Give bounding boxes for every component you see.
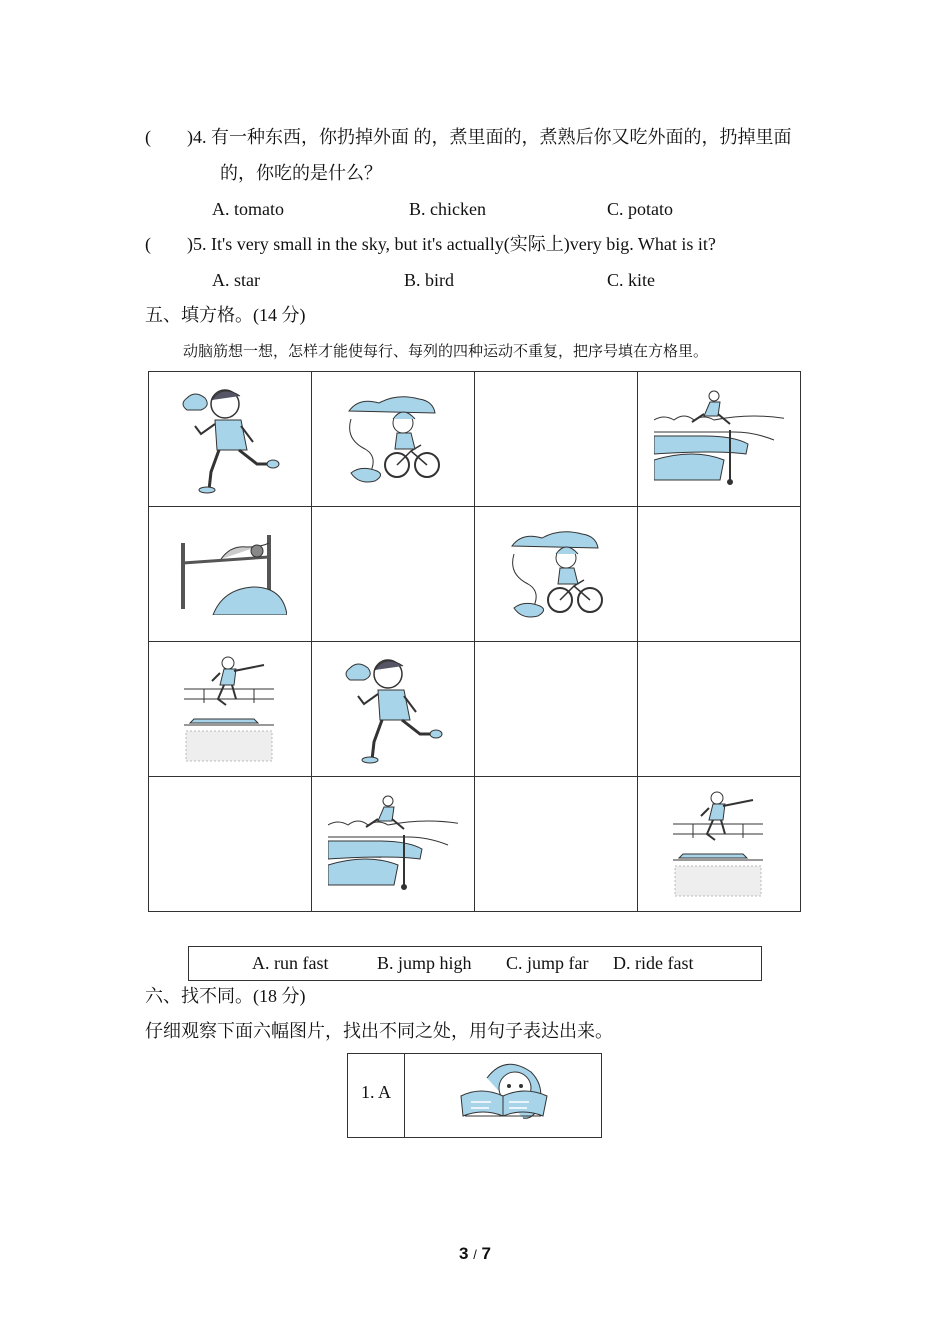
- running-boy-icon: [175, 382, 285, 497]
- hurdle-jump-icon: [328, 795, 458, 893]
- grid-cell-r3c2[interactable]: [312, 642, 475, 777]
- choices-box: [188, 946, 762, 981]
- q4-paren: (: [145, 127, 151, 147]
- q5-paren: (: [145, 234, 151, 254]
- grid-cell-r2c2[interactable]: [312, 507, 475, 642]
- q4-option-c: C. potato: [607, 199, 673, 219]
- q4-option-b: B. chicken: [409, 199, 486, 219]
- grid-cell-r1c3[interactable]: [475, 372, 638, 507]
- section5-instruction: 动脑筋想一想，怎样才能使每行、每列的四种运动不重复，把序号填在方格里。: [183, 344, 709, 360]
- q5-option-a: A. star: [212, 270, 260, 290]
- long-jump-icon: [184, 653, 276, 765]
- page-separator: /: [473, 1247, 477, 1262]
- q4-option-a: A. tomato: [212, 199, 284, 219]
- sports-grid: [148, 371, 801, 912]
- grid-cell-r2c3[interactable]: [475, 507, 638, 642]
- grid-cell-r4c2[interactable]: [312, 777, 475, 912]
- choice-a: A. run fast: [252, 953, 329, 973]
- grid-cell-r1c2[interactable]: [312, 372, 475, 507]
- section5-title: 五、填方格。(14 分): [145, 305, 306, 325]
- page-total: 7: [481, 1244, 492, 1263]
- find-difference-item-1: [347, 1053, 602, 1138]
- grid-cell-r2c4[interactable]: [638, 507, 801, 642]
- cycling-girl-icon: [508, 524, 604, 624]
- reading-girl-icon: [405, 1054, 603, 1137]
- reading-girl-picture: [405, 1054, 601, 1137]
- grid-cell-r2c1[interactable]: [149, 507, 312, 642]
- cycling-girl-icon: [345, 389, 441, 489]
- hurdle-jump-icon: [654, 390, 784, 488]
- grid-cell-r3c4[interactable]: [638, 642, 801, 777]
- page-number: [0, 1244, 950, 1264]
- grid-cell-r4c4[interactable]: [638, 777, 801, 912]
- page-current: 3: [458, 1244, 469, 1263]
- high-jump-icon: [173, 533, 287, 615]
- q4-stem-line2: 的，你吃的是什么？: [220, 163, 382, 183]
- grid-cell-r1c1[interactable]: [149, 372, 312, 507]
- q5-option-c: C. kite: [607, 270, 655, 290]
- q5-option-b: B. bird: [404, 270, 455, 290]
- grid-cell-r4c3[interactable]: [475, 777, 638, 912]
- grid-cell-r3c1[interactable]: [149, 642, 312, 777]
- grid-cell-r3c3[interactable]: [475, 642, 638, 777]
- section6-title: 六、找不同。(18 分): [145, 986, 306, 1006]
- choice-d: D. ride fast: [613, 953, 694, 973]
- choice-b: B. jump high: [377, 953, 472, 973]
- grid-cell-r4c1[interactable]: [149, 777, 312, 912]
- grid-cell-r1c4[interactable]: [638, 372, 801, 507]
- q4-stem-line1: )4. 有一种东西，你扔掉外面 的，煮里面的，煮熟后你又吃外面的，扔掉里面: [187, 127, 792, 147]
- long-jump-icon: [673, 788, 765, 900]
- q5-stem: )5. It's very small in the sky, but it's actually(实际上)very big. What is it?: [187, 234, 716, 254]
- item-label: 1. A: [348, 1054, 405, 1137]
- running-boy-icon: [338, 652, 448, 767]
- section6-instruction: 仔细观察下面六幅图片，找出不同之处，用句子表达出来。: [145, 1021, 613, 1041]
- choice-c: C. jump far: [506, 953, 589, 973]
